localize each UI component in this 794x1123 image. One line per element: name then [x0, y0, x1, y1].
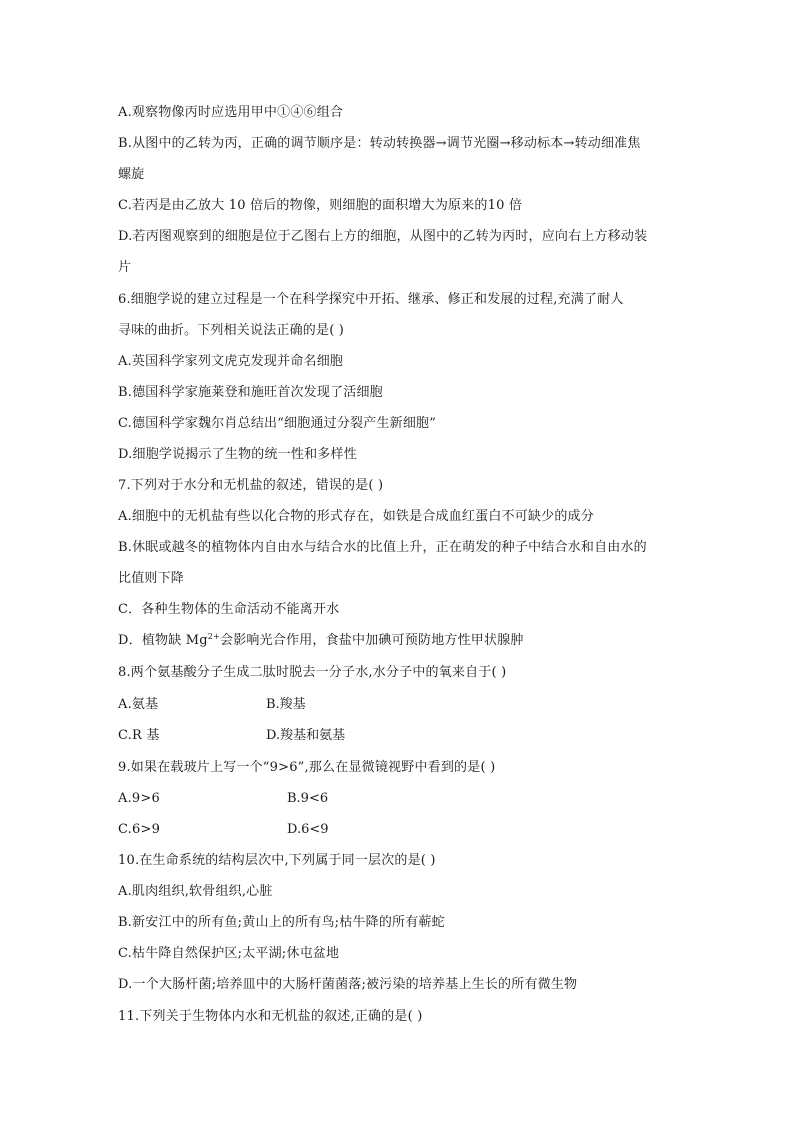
q10-option-c: C.枯牛降自然保护区;太平湖;休屯盆地 [118, 946, 340, 961]
q7-option-d-superscript: 2+ [207, 632, 220, 641]
q7-option-b-line1: B.休眠或越冬的植物体内自由水与结合水的比值上升，正在萌发的种子中结合水和自由水的 [118, 540, 647, 555]
q8-stem: 8.两个氨基酸分子生成二肽时脱去一分子水,水分子中的氧来自于( ) [118, 665, 507, 680]
q9-stem: 9.如果在载玻片上写一个“9>6”,那么在显微镜视野中看到的是( ) [118, 760, 496, 775]
q7-option-b-line2: 比值则下降 [118, 571, 185, 586]
q6-option-c: C.德国科学家魏尔肖总结出“细胞通过分裂产生新细胞” [118, 416, 437, 431]
q6-option-a: A.英国科学家列文虎克发现并命名细胞 [118, 354, 344, 369]
q6-stem-line2: 寻味的曲折。下列相关说法正确的是( ) [118, 323, 345, 338]
q7-option-d [118, 632, 524, 650]
q9-option-b: B.9<6 [287, 791, 329, 806]
q7-option-d-prefix: D．植物缺 Mg [118, 633, 208, 648]
q6-option-d: D.细胞学说揭示了生物的统一性和多样性 [118, 447, 357, 462]
q9-option-a: A.9>6 [118, 791, 160, 806]
q5-option-d-line1: D.若丙图观察到的细胞是位于乙图右上方的细胞，从图中的乙转为丙时，应向右上方移动装 [118, 229, 648, 244]
q10-option-a: A.肌肉组织,软骨组织,心脏 [118, 884, 273, 899]
q9-option-c: C.6>9 [118, 822, 161, 837]
q8-option-b: B.羧基 [266, 697, 306, 712]
q9-option-d: D.6<9 [287, 822, 329, 837]
q7-option-a: A.细胞中的无机盐有些以化合物的形式存在，如铁是合成血红蛋白不可缺少的成分 [118, 509, 594, 524]
q7-option-c: C．各种生物体的生命活动不能离开水 [118, 602, 340, 617]
q8-option-c: C.R 基 [118, 728, 160, 743]
q5-option-b-line1: B.从图中的乙转为丙，正确的调节顺序是：转动转换器→调节光圈→移动标本→转动细准焦 [118, 136, 641, 151]
q5-option-d-line2: 片 [118, 260, 132, 275]
q11-stem: 11.下列关于生物体内水和无机盐的叙述,正确的是( ) [118, 1009, 423, 1024]
q10-option-b: B.新安江中的所有鱼;黄山上的所有鸟;枯牛降的所有蕲蛇 [118, 915, 445, 930]
q8-option-a: A.氨基 [118, 697, 159, 712]
q10-option-d: D.一个大肠杆菌;培养皿中的大肠杆菌菌落;被污染的培养基上生长的所有微生物 [118, 977, 578, 992]
q5-option-c: C.若丙是由乙放大 10 倍后的物像，则细胞的面积增大为原来的10 倍 [118, 198, 523, 213]
q5-option-b-line2: 螺旋 [118, 167, 145, 182]
q10-stem: 10.在生命系统的结构层次中,下列属于同一层次的是( ) [118, 853, 436, 868]
q6-stem-line1: 6.细胞学说的建立过程是一个在科学探究中开拓、继承、修正和发展的过程,充满了耐人 [118, 292, 624, 307]
q8-option-d: D.羧基和氨基 [266, 728, 346, 743]
q6-option-b: B.德国科学家施莱登和施旺首次发现了活细胞 [118, 385, 383, 400]
q7-stem: 7.下列对于水分和无机盐的叙述，错误的是( ) [118, 478, 384, 493]
q7-option-d-suffix: 会影响光合作用，食盐中加碘可预防地方性甲状腺肿 [220, 633, 524, 648]
q5-option-a: A.观察物像丙时应选用甲中①④⑥组合 [118, 105, 344, 120]
